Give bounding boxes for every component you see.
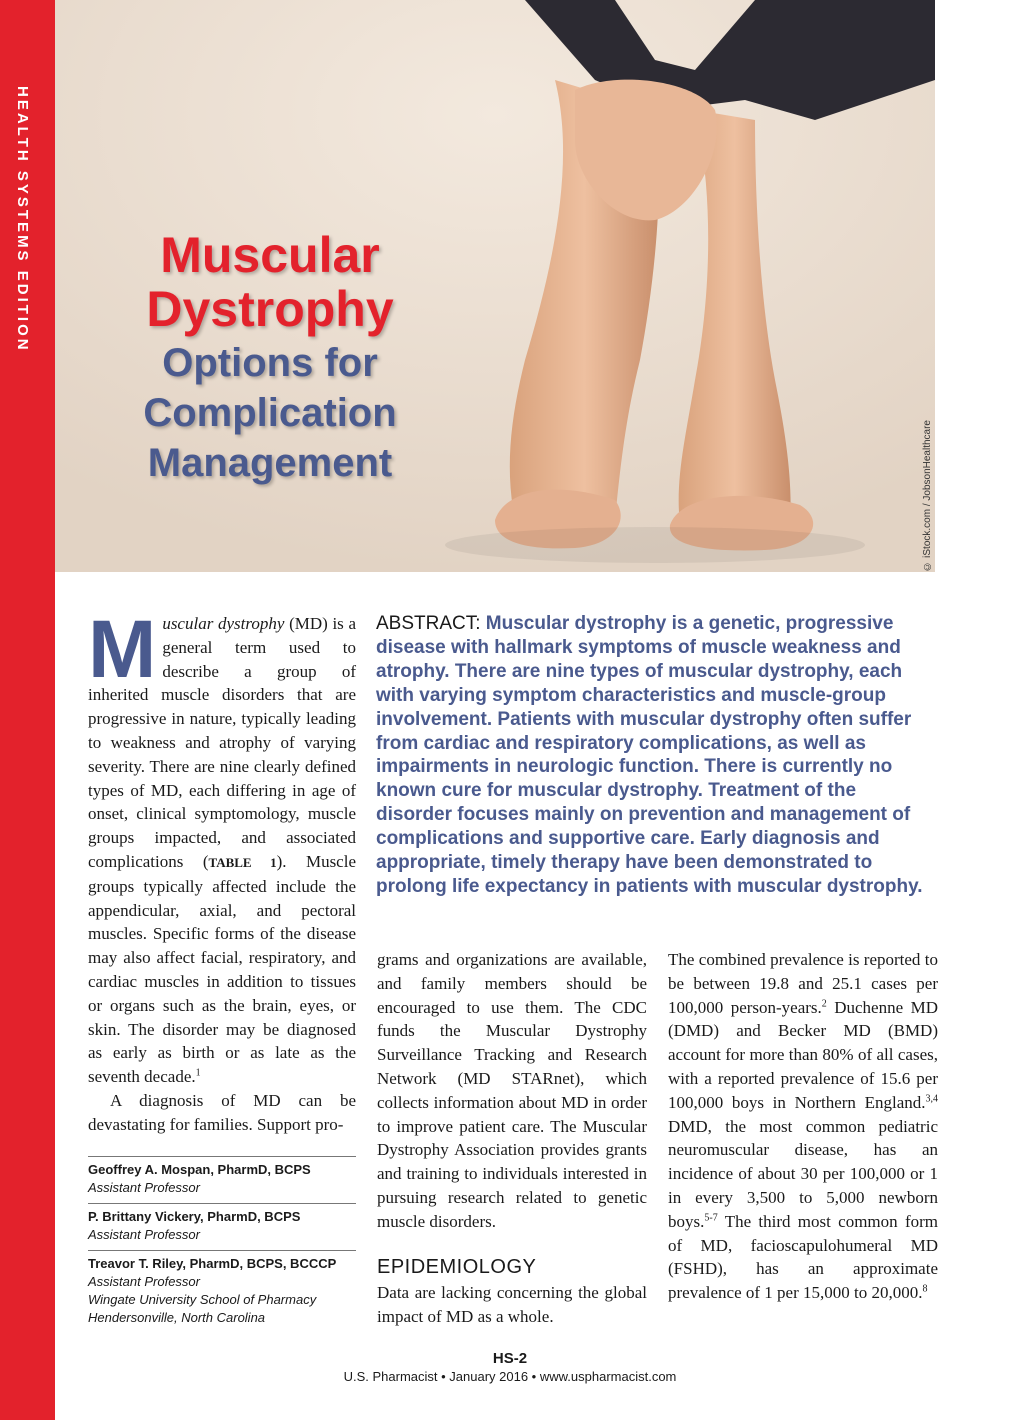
prevalence-text-c: DMD, the most common pediatric neuromuscular disease, has an incidence of about 30 per 100,000 or 1 in every 3,500 to 5,000 newborn boys. [668,1116,938,1231]
publication-line: U.S. Pharmacist • January 2016 • www.uspharmacist.com [343,1369,677,1384]
author-entry [88,1203,356,1250]
page-footer [340,1350,680,1384]
epidemiology-heading: EPIDEMIOLOGY [377,1255,537,1278]
intro-column [88,604,356,1137]
title-line-2: Dystrophy [146,281,394,337]
author-role: Assistant Professor [88,1180,200,1195]
author-name: Geoffrey A. Mospan, PharmD, BCPS [88,1162,311,1177]
author-entry [88,1250,356,1333]
author-list [88,1156,356,1333]
intro-paragraph-1 [88,604,356,1089]
reference-2: 2 [821,997,827,1009]
reference-8: 8 [922,1283,928,1295]
page-number: HS-2 [492,1350,528,1367]
subtitle-line-3: Management [147,441,393,485]
support-paragraph: grams and organizations are available, and family members should be encouraged to use them. The CDC funds the Muscular Dystrophy Surveillance Tracking and Research Network (MD STARnet), which collects information about MD in order to improve patient care. The Muscular Dystrophy Association provides grants and training to individuals interested in pursuing research related to genetic muscle disorders. [377,950,647,1231]
author-entry [88,1156,356,1203]
drop-cap: M [88,604,157,695]
prevalence-text-d: The third most common form of MD, facioscapulohumeral MD (FSHD), has an approximate prevalence of 1 per 15,000 to 20,000. [668,1211,938,1303]
intro-text-b: ). Muscle groups typically affected include the appendicular, axial, and pectoral muscles. Specific forms of the disease may also affect facial, respiratory, and cardiac muscles in addition to tissues or organs such as the brain, eyes, or skin. The disorder may be diagnosed as early as birth or as late as the seventh decade. [88,851,356,1087]
edition-label: HEALTH SYSTEMS EDITION [14,86,31,353]
right-column [668,948,938,1305]
red-sidebar [0,0,55,1420]
reference-5-7: 5-7 [704,1212,718,1224]
author-affiliation: Wingate University School of Pharmacy [88,1292,317,1307]
reference-1: 1 [195,1067,201,1079]
photo-credit: © iStock.com / JobsonHealthcare [922,420,933,572]
title-line-1: Muscular [160,227,380,283]
reference-3-4: 3,4 [925,1093,938,1105]
intro-paragraph-2: A diagnosis of MD can be devastating for families. Support pro- [88,1090,356,1134]
intro-text-a: (MD) is a general term used to describe a group of inherited muscle disorders that are progressive in nature, typically leading to weakness and atrophy of varying severity. There are nine clearly defined types of MD, each differing in age of onset, clinical symptomology, muscle groups impacted, and associated complications ( [88,614,356,871]
abstract-label: ABSTRACT: [376,613,481,634]
author-role: Assistant Professor [88,1274,200,1289]
author-name: Treavor T. Riley, PharmD, BCPS, BCCCP [88,1256,337,1271]
author-name: P. Brittany Vickery, PharmD, BCPS [88,1209,301,1224]
intro-term: uscular dystrophy [162,614,285,633]
article-title [110,228,430,486]
abstract-text: Muscular dystrophy is a genetic, progressive disease with hallmark symptoms of muscle weakness and atrophy. There are nine types of muscular dystrophy, each with varying symptom characteristics and muscle-group involvement. Patients with muscular dystrophy often suffer from cardiac and respiratory complications, as well as impairments in neurologic function. There is currently no known cure for muscular dystrophy. Treatment of the disorder focuses mainly on prevention and management of complications and supportive care. Early diagnosis and appropriate, timely therapy have been demonstrated to prolong life expectancy in patients with muscular dystrophy. [376,613,923,897]
abstract [376,612,936,899]
subtitle-line-1: Options for [162,341,378,385]
author-location: Hendersonville, North Carolina [88,1310,266,1325]
middle-column [377,948,647,1329]
epidemiology-paragraph: Data are lacking concerning the global impact of MD as a whole. [377,1283,647,1327]
author-role: Assistant Professor [88,1227,200,1242]
prevalence-text-a: The combined prevalence is reported to be between 19.8 and 25.1 cases per 100,000 person-years. [668,950,938,1017]
table-reference: TABLE 1 [208,854,277,870]
subtitle-line-2: Complication [143,391,397,435]
prevalence-paragraph [668,948,938,1305]
prevalence-text-b: Duchenne MD (DMD) and Becker MD (BMD) account for more than 80% of all cases, with a reported prevalence of 15.6 per 100,000 boys in Northern England. [668,997,938,1112]
